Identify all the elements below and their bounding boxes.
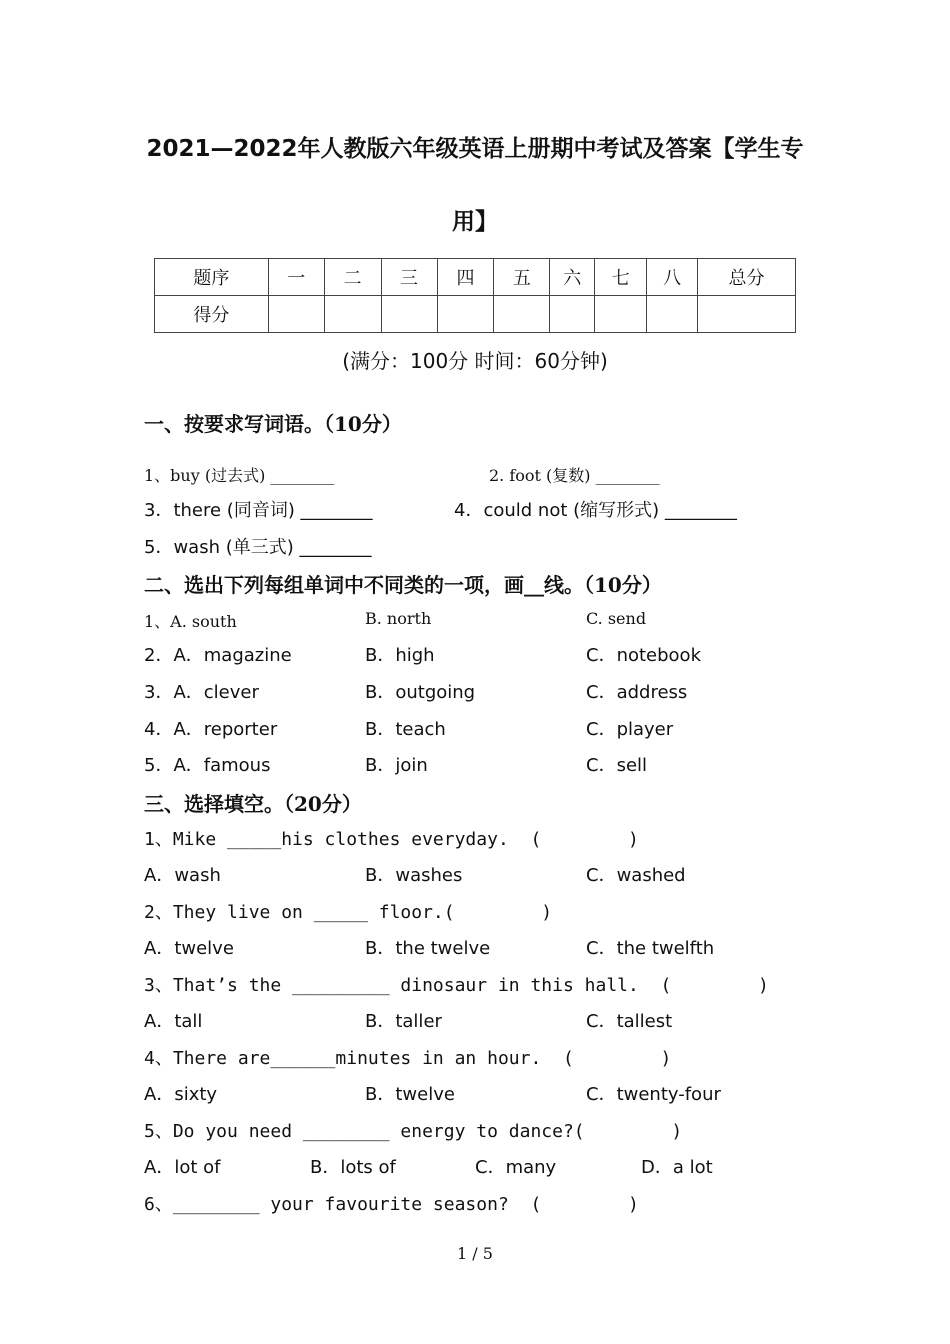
score-table-cell: 二 (324, 259, 381, 296)
option-text: D．a lot (641, 1157, 713, 1178)
option-text: 3．A．clever (144, 682, 259, 703)
option-text: C．twenty-four (586, 1084, 721, 1105)
option-text: 4．A．reporter (144, 719, 278, 740)
option-text: C. send (586, 609, 647, 628)
question-options (144, 934, 844, 964)
option-text: B．lots of (310, 1157, 396, 1178)
score-table-input-cell[interactable] (494, 296, 550, 333)
document-title-line-1: 2021—2022年人教版六年级英语上册期中考试及答案【学生专 (146, 136, 804, 162)
section-2-row-3 (144, 678, 844, 708)
score-table-cell: 一 (268, 259, 324, 296)
option-text: C．player (586, 719, 674, 740)
score-table-cell: 四 (437, 259, 494, 296)
option-text: A．tall (144, 1011, 203, 1032)
section-2-row-2 (144, 641, 844, 671)
question-text: 3．there (同音词) ________ (144, 500, 373, 521)
section-1-row-2 (144, 496, 844, 526)
section-1-heading: 一、按要求写词语。（10分） (144, 412, 402, 436)
question-options (144, 1153, 844, 1183)
option-text: C．sell (586, 755, 648, 776)
question-text: 1、Mike _____his clothes everyday. ( ) (144, 829, 639, 850)
question-text: 5、Do you need ________ energy to dance?( ) (144, 1121, 683, 1142)
option-text: C．many (475, 1157, 557, 1178)
score-table-header-row (155, 259, 796, 296)
option-text: C．notebook (586, 645, 701, 666)
section-2-row-4 (144, 715, 844, 745)
option-text: B．twelve (365, 1084, 455, 1105)
question-options (144, 861, 844, 891)
question-options (144, 1007, 844, 1037)
option-text: 1、A. south (144, 612, 237, 631)
score-table-input-cell[interactable] (381, 296, 437, 333)
score-table-input-cell[interactable] (595, 296, 647, 333)
question-text: 6、________ your favourite season? ( ) (144, 1194, 639, 1215)
option-text: B. north (365, 609, 432, 628)
score-table-input-cell[interactable] (324, 296, 381, 333)
option-text: B．outgoing (365, 682, 476, 703)
score-table-cell: 八 (647, 259, 698, 296)
score-table-cell: 三 (381, 259, 437, 296)
option-text: 5．A．famous (144, 755, 271, 776)
question-text: 1、buy (过去式) ________ (144, 466, 335, 485)
score-table-input-cell[interactable] (698, 296, 796, 333)
question-text: 2. foot (复数) ________ (489, 466, 660, 485)
score-table-input-cell[interactable] (268, 296, 324, 333)
option-text: A．wash (144, 865, 221, 886)
question-options (144, 1080, 844, 1110)
option-text: C．tallest (586, 1011, 673, 1032)
option-text: B．teach (365, 719, 446, 740)
section-2-heading: 二、选出下列每组单词中不同类的一项，画__线。（10分） (144, 573, 662, 597)
option-text: A．sixty (144, 1084, 218, 1105)
score-table-cell: 五 (494, 259, 550, 296)
score-table-input-cell[interactable] (647, 296, 698, 333)
option-text: B．join (365, 755, 428, 776)
option-text: C．washed (586, 865, 686, 886)
option-text: B．the twelve (365, 938, 491, 959)
option-text: B．washes (365, 865, 463, 886)
section-1-row-1 (144, 463, 844, 493)
exam-meta-info: (满分：100分 时间：60分钟) (342, 349, 608, 373)
option-text: B．taller (365, 1011, 442, 1032)
option-text: 2．A．magazine (144, 645, 292, 666)
option-text: B．high (365, 645, 435, 666)
question-text: 2、They live on _____ floor.( ) (144, 902, 553, 923)
score-table-score-row (155, 296, 796, 333)
question-text: 3、That’s the _________ dinosaur in this hall. ( ) (144, 975, 769, 996)
score-table (154, 258, 796, 333)
document-title-line-2: 用】 (452, 209, 498, 235)
question-text: 4．could not (缩写形式) ________ (454, 500, 737, 521)
section-2-row-5 (144, 751, 844, 781)
option-text: A．twelve (144, 938, 234, 959)
question-text: 5．wash (单三式) ________ (144, 537, 372, 558)
question-text: 4、There are______minutes in an hour. ( ) (144, 1048, 672, 1069)
score-table-input-cell[interactable] (437, 296, 494, 333)
score-table-cell: 七 (595, 259, 647, 296)
score-table-cell: 题序 (155, 259, 269, 296)
score-table-cell: 六 (550, 259, 595, 296)
option-text: C．address (586, 682, 688, 703)
option-text: A．lot of (144, 1157, 221, 1178)
section-3-heading: 三、选择填空。（20分） (144, 792, 362, 816)
score-table-input-cell[interactable] (550, 296, 595, 333)
score-table-cell: 总分 (698, 259, 796, 296)
page-number: 1 / 5 (457, 1244, 493, 1263)
section-2-row-1 (144, 609, 844, 639)
score-table-cell: 得分 (155, 296, 269, 333)
option-text: C．the twelfth (586, 938, 715, 959)
